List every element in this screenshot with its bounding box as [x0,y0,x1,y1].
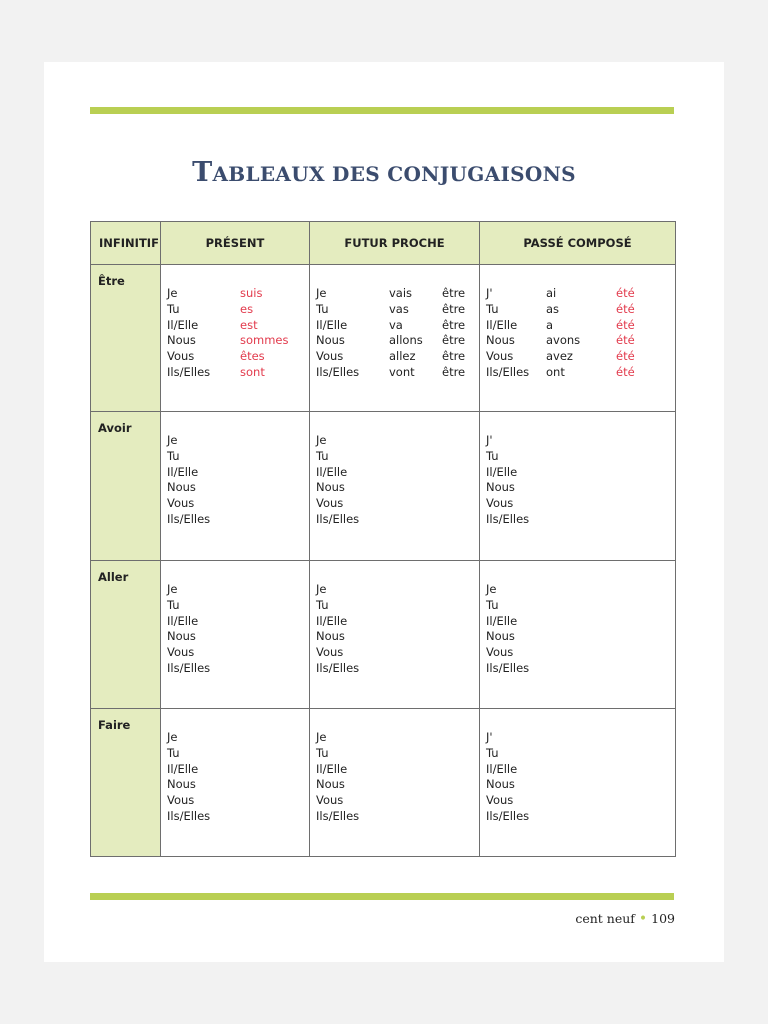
pronoun: J' [486,730,493,744]
pronoun: Tu [316,597,329,612]
pronoun: Tu [486,597,499,612]
conjugation-line [167,614,304,630]
auxiliary-aller: vont [389,364,415,379]
pronoun: Ils/Elles [486,364,530,379]
table-row [91,709,676,857]
conjugation-line [316,746,474,762]
conjugation-line [486,365,670,381]
conjugation-line [316,365,474,381]
present-cell [161,709,310,857]
verb-form: sommes [240,333,289,348]
auxiliary: ont [546,364,565,379]
conjugation-line [316,496,474,512]
pronoun: Tu [316,745,329,760]
table-header-row [91,222,676,265]
conjugation-line [167,809,304,825]
pronoun: Nous [167,480,196,495]
conjugation-line [167,449,304,465]
conjugation-line [486,496,670,512]
conjugation-line [167,582,304,598]
conjugation-line [316,349,474,365]
pronoun: Je [316,730,327,744]
conjugation-line [486,349,670,365]
conjugation-line [316,302,474,318]
pronoun: Il/Elle [167,464,199,479]
conjugation-line [486,302,670,318]
pronoun: Tu [167,301,180,316]
pronoun: Vous [316,496,344,511]
conjugation-line [316,318,474,334]
table-row [91,412,676,561]
verb-form: es [240,301,254,316]
conjugation-line [316,512,474,528]
auxiliary-aller: vas [389,301,409,316]
conjugation-line [486,333,670,349]
pronoun: Je [167,286,178,300]
pronoun: Tu [316,301,329,316]
conjugation-line [316,777,474,793]
conjugation-line [167,433,304,449]
pronoun: Il/Elle [167,613,199,628]
conjugation-line [486,449,670,465]
passe-compose-cell [480,412,676,561]
pronoun: Je [316,433,327,447]
conjugation-line [316,645,474,661]
conjugation-line [167,746,304,762]
pronoun: Il/Elle [167,761,199,776]
futur-proche-cell [310,412,480,561]
conjugation-line [167,793,304,809]
conjugation-line [167,762,304,778]
pronoun: Ils/Elles [316,364,360,379]
conjugation-line [167,480,304,496]
conjugation-line [486,629,670,645]
conjugation-line [167,629,304,645]
conjugation-line [316,333,474,349]
passe-compose-cell [480,561,676,709]
pronoun: Il/Elle [486,317,518,332]
conjugation-line [167,286,304,302]
pronoun: Je [167,433,178,447]
pronoun: Vous [486,645,514,660]
conjugation-line [486,598,670,614]
conjugation-table [90,221,676,857]
footer-text: cent neuf [575,911,635,926]
pronoun: Tu [316,448,329,463]
infinitive-form: être [442,349,466,364]
conjugation-line [486,645,670,661]
pronoun: Il/Elle [316,464,348,479]
page-footer [575,911,675,927]
pronoun: Ils/Elles [486,660,530,675]
page-number: 109 [651,911,675,926]
conjugation-line [167,496,304,512]
header-futur-proche: FUTUR PROCHE [310,222,480,265]
pronoun: Vous [316,793,344,808]
conjugation-line [316,480,474,496]
footer-separator: • [638,911,648,927]
conjugation-line [486,433,670,449]
auxiliary-aller: vais [389,286,413,300]
auxiliary-aller: va [389,317,403,332]
auxiliary-aller: allons [389,333,423,348]
pronoun: Tu [167,597,180,612]
verb-infinitive: Faire [91,709,161,857]
verb-form: est [240,317,258,332]
pronoun: Tu [486,745,499,760]
top-green-rule [90,107,674,114]
conjugation-line [167,318,304,334]
pronoun: Vous [316,349,344,364]
past-participle: été [616,301,635,316]
infinitive-form: être [442,364,466,379]
auxiliary: a [546,317,554,332]
auxiliary: ai [546,286,557,300]
pronoun: Il/Elle [486,464,518,479]
conjugation-line [316,809,474,825]
verb-form: sont [240,364,265,379]
conjugation-line [167,349,304,365]
conjugation-line [486,777,670,793]
conjugation-line [486,809,670,825]
pronoun: Ils/Elles [316,808,360,823]
verb-form: êtes [240,349,265,364]
pronoun: Nous [167,333,196,348]
conjugation-line [167,365,304,381]
header-infinitive: INFINITIF [91,222,161,265]
conjugation-line [486,582,670,598]
auxiliary: as [546,301,560,316]
conjugation-line [167,302,304,318]
pronoun: Nous [316,333,345,348]
conjugation-line [486,661,670,677]
past-participle: été [616,333,635,348]
conjugation-line [316,661,474,677]
pronoun: Tu [167,745,180,760]
table-row [91,561,676,709]
header-passe-compose: PASSÉ COMPOSÉ [480,222,676,265]
pronoun: Vous [486,349,514,364]
pronoun: Vous [167,793,195,808]
pronoun: Vous [316,645,344,660]
conjugation-line [167,730,304,746]
pronoun: Nous [486,777,515,792]
pronoun: Tu [486,301,499,316]
bottom-green-rule [90,893,674,900]
pronoun: Nous [486,480,515,495]
page-title [0,157,768,188]
pronoun: Nous [167,777,196,792]
passe-compose-cell [480,709,676,857]
conjugation-line [486,512,670,528]
pronoun: Il/Elle [316,613,348,628]
conjugation-line [167,512,304,528]
conjugation-line [316,465,474,481]
pronoun: Ils/Elles [167,808,211,823]
pronoun: Je [316,582,327,596]
futur-proche-cell [310,561,480,709]
conjugation-line [486,793,670,809]
pronoun: Il/Elle [486,613,518,628]
pronoun: Nous [167,629,196,644]
conjugation-line [486,614,670,630]
pronoun: Ils/Elles [486,808,530,823]
present-cell [161,561,310,709]
present-cell [161,412,310,561]
pronoun: Je [486,582,497,596]
conjugation-line [486,465,670,481]
pronoun: Il/Elle [167,317,199,332]
past-participle: été [616,286,635,300]
pronoun: Il/Elle [486,761,518,776]
pronoun: Tu [486,448,499,463]
pronoun: Nous [316,629,345,644]
pronoun: Vous [167,496,195,511]
pronoun: J' [486,433,493,447]
pronoun: Ils/Elles [167,511,211,526]
conjugation-line [486,746,670,762]
futur-proche-cell [310,709,480,857]
pronoun: Ils/Elles [316,511,360,526]
passe-compose-cell [480,265,676,412]
table-row [91,265,676,412]
conjugation-line [167,661,304,677]
verb-infinitive: Aller [91,561,161,709]
conjugation-line [486,318,670,334]
conjugation-line [167,777,304,793]
infinitive-form: être [442,317,466,332]
conjugation-line [316,793,474,809]
pronoun: Il/Elle [316,761,348,776]
conjugation-line [167,598,304,614]
conjugation-line [167,645,304,661]
conjugation-line [167,333,304,349]
present-cell [161,265,310,412]
header-present: PRÉSENT [161,222,310,265]
infinitive-form: être [442,333,466,348]
pronoun: Je [167,730,178,744]
pronoun: Vous [167,645,195,660]
pronoun: Je [167,582,178,596]
conjugation-line [316,762,474,778]
conjugation-line [316,730,474,746]
auxiliary: avez [546,349,573,364]
futur-proche-cell [310,265,480,412]
conjugation-line [316,629,474,645]
infinitive-form: être [442,286,466,300]
title-initial: T [192,157,213,188]
pronoun: Je [316,286,327,300]
verb-infinitive: Être [91,265,161,412]
conjugation-line [316,598,474,614]
title-rest: ABLEAUX DES CONJUGAISONS [212,162,576,186]
conjugation-line [486,480,670,496]
pronoun: Vous [486,496,514,511]
past-participle: été [616,349,635,364]
auxiliary-aller: allez [389,349,416,364]
pronoun: Tu [167,448,180,463]
pronoun: Il/Elle [316,317,348,332]
pronoun: Vous [167,349,195,364]
conjugation-line [316,614,474,630]
infinitive-form: être [442,301,466,316]
conjugation-line [486,762,670,778]
pronoun: Nous [316,777,345,792]
pronoun: Vous [486,793,514,808]
pronoun: Ils/Elles [316,660,360,675]
conjugation-line [486,286,670,302]
conjugation-line [167,465,304,481]
conjugation-line [316,582,474,598]
pronoun: J' [486,286,493,300]
conjugation-line [316,449,474,465]
conjugation-line [486,730,670,746]
pronoun: Nous [486,629,515,644]
pronoun: Ils/Elles [167,364,211,379]
pronoun: Ils/Elles [486,511,530,526]
past-participle: été [616,364,635,379]
verb-form: suis [240,286,263,300]
pronoun: Nous [486,333,515,348]
auxiliary: avons [546,333,581,348]
past-participle: été [616,317,635,332]
conjugation-line [316,286,474,302]
pronoun: Nous [316,480,345,495]
conjugation-line [316,433,474,449]
pronoun: Ils/Elles [167,660,211,675]
verb-infinitive: Avoir [91,412,161,561]
